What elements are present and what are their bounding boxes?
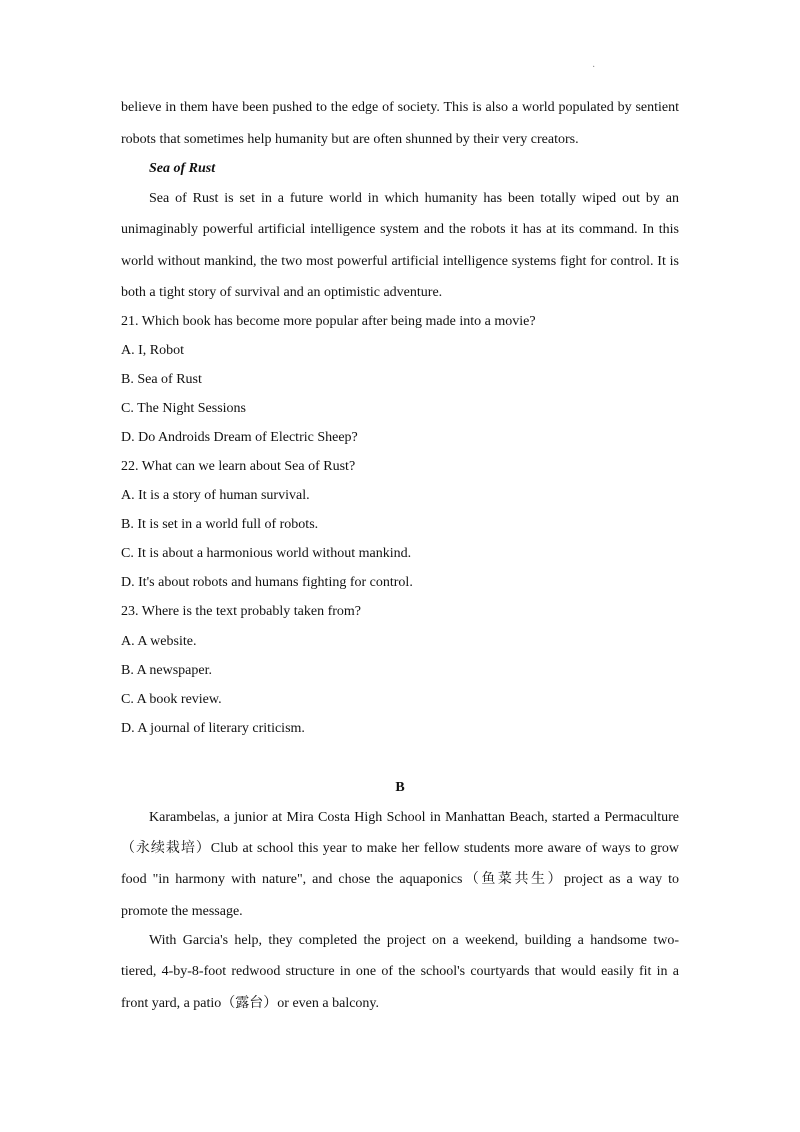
question-option: C. The Night Sessions: [121, 401, 246, 416]
book-line: Sea of Rust is set in a future world in which humanity has been totally wiped out by an: [149, 191, 679, 206]
question-option: B. It is set in a world full of robots.: [121, 517, 319, 532]
book-line: world without mankind, the two most powerful artificial intelligence systems fight for control. It is: [121, 254, 679, 269]
paragraph-line: tiered, 4-by-8-foot redwood structure in one of the school's courtyards that would easily fit in a: [121, 964, 679, 979]
question-option: B. A newspaper.: [121, 663, 212, 678]
paragraph-line: front yard, a patio（露台）or even a balcony.: [121, 996, 380, 1011]
book-line: unimaginably powerful artificial intelligence system and the robots it has at its command. In this: [121, 222, 679, 237]
question-option: A. A website.: [121, 634, 197, 649]
question-stem: 21. Which book has become more popular after being made into a movie?: [121, 314, 536, 329]
question-option: A. It is a story of human survival.: [121, 488, 310, 503]
intro-line: robots that sometimes help humanity but are often shunned by their very creators.: [121, 132, 579, 147]
paragraph-line: food "in harmony with nature", and chose the aquaponics（鱼菜共生）project as a way to: [121, 872, 679, 887]
paragraph-line: With Garcia's help, they completed the project on a weekend, building a handsome two-: [149, 933, 679, 948]
question-option: C. A book review.: [121, 692, 222, 707]
section-heading: B: [395, 780, 405, 795]
question-option: D. Do Androids Dream of Electric Sheep?: [121, 430, 358, 445]
question-stem: 23. Where is the text probably taken from?: [121, 604, 361, 619]
page-marker: ·: [592, 62, 596, 73]
book-line: both a tight story of survival and an optimistic adventure.: [121, 285, 443, 300]
question-option: C. It is about a harmonious world without mankind.: [121, 546, 412, 561]
book-title: Sea of Rust: [149, 161, 216, 176]
intro-line: believe in them have been pushed to the edge of society. This is also a world populated by sentient: [121, 100, 679, 115]
question-option: D. A journal of literary criticism.: [121, 721, 305, 736]
paragraph-line: （永续栽培）Club at school this year to make her fellow students more aware of ways to grow: [121, 841, 679, 856]
paragraph-line: promote the message.: [121, 904, 243, 919]
question-option: B. Sea of Rust: [121, 372, 202, 387]
question-stem: 22. What can we learn about Sea of Rust?: [121, 459, 356, 474]
question-option: D. It's about robots and humans fighting for control.: [121, 575, 413, 590]
question-option: A. I, Robot: [121, 343, 184, 358]
paragraph-line: Karambelas, a junior at Mira Costa High School in Manhattan Beach, started a Permaculture: [149, 810, 679, 825]
